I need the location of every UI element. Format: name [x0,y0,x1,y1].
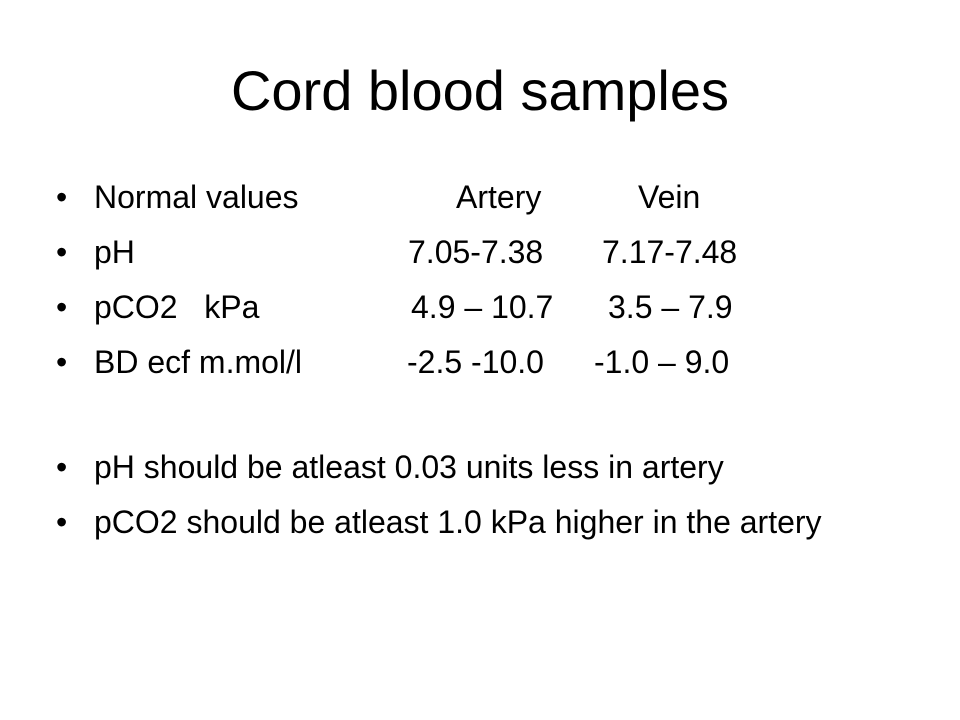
bullet-dot: • [56,344,68,380]
row-artery-value: 4.9 – 10.7 [411,289,554,325]
bullet-dot: • [56,289,68,325]
slide-title: Cord blood samples [230,59,730,122]
row-vein-value: 7.17-7.48 [602,234,738,270]
bullet-list [56,0,916,720]
row-label: pCO2 kPa [94,289,260,325]
row-vein-value: -1.0 – 9.0 [594,344,730,380]
row-label: pH [94,234,135,270]
bullet-dot: • [56,504,68,540]
bullet-dot: • [56,179,68,215]
row-label: BD ecf m.mol/l [94,344,303,380]
header-artery: Artery [456,179,542,215]
row-artery-value: -2.5 -10.0 [407,344,544,380]
bullet-dot: • [56,449,68,485]
row-artery-value: 7.05-7.38 [408,234,544,270]
row-vein-value: 3.5 – 7.9 [608,289,733,325]
bullet-dot: • [56,234,68,270]
note-text: pCO2 should be atleast 1.0 kPa higher in the artery [94,504,822,540]
header-vein: Vein [638,179,701,215]
header-label: Normal values [94,179,299,215]
note-text: pH should be atleast 0.03 units less in artery [94,449,724,485]
